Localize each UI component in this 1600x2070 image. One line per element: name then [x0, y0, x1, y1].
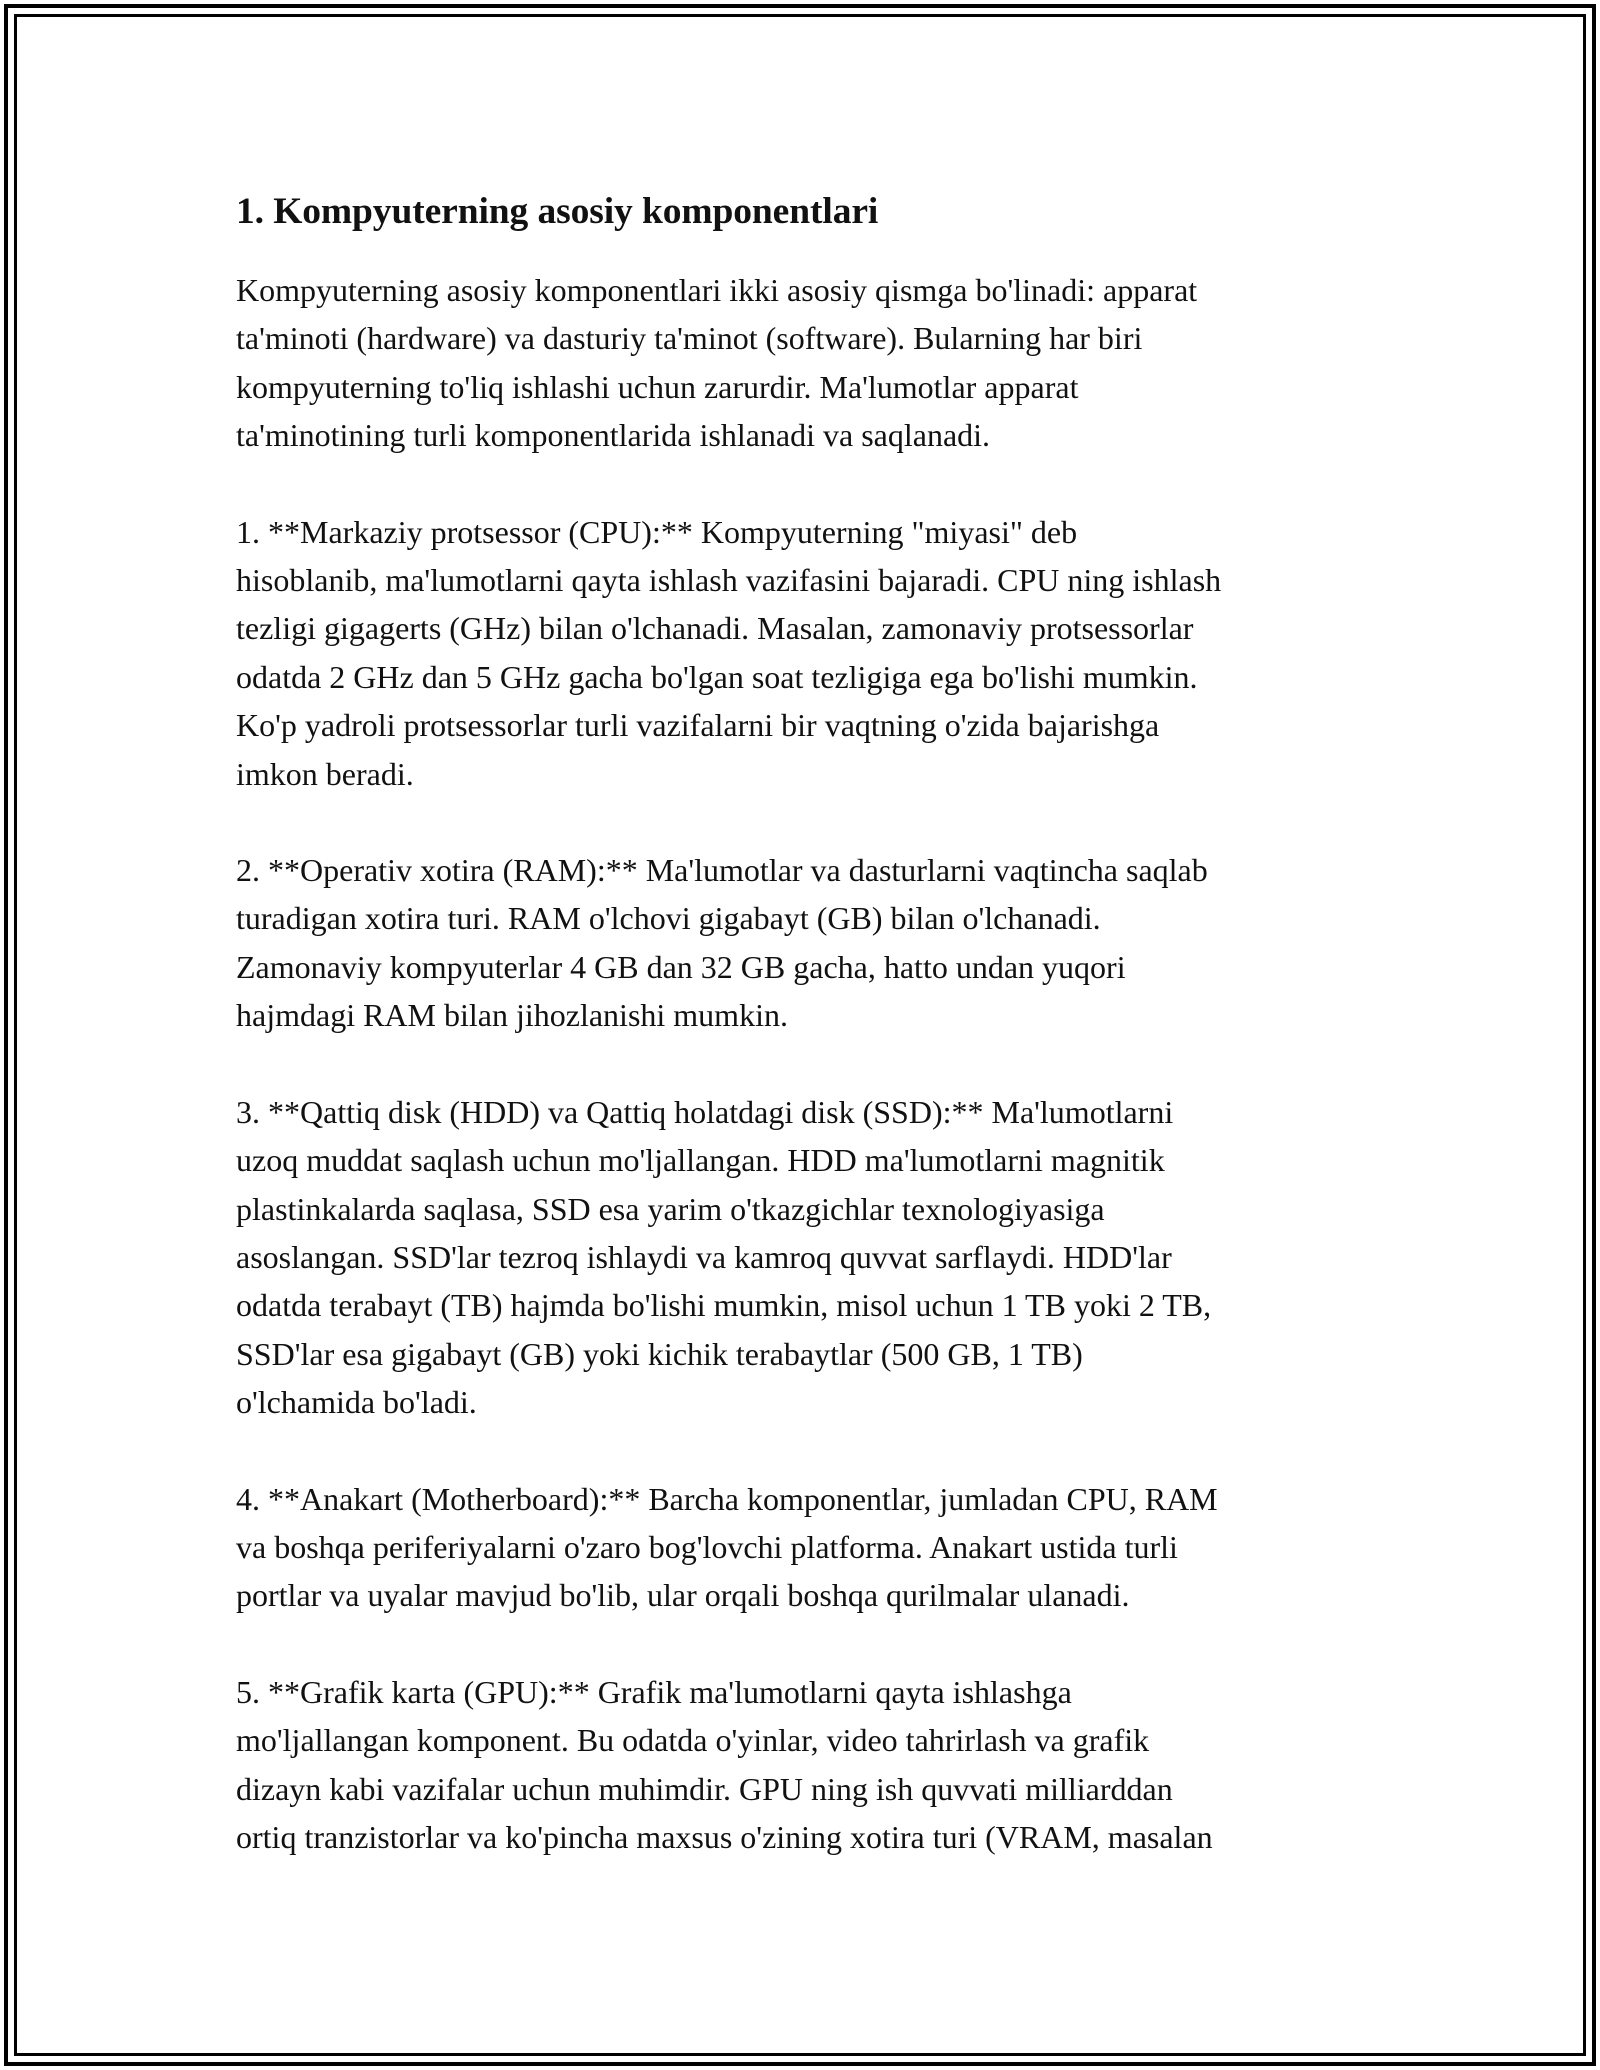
paragraph-line: kompyuterning to'liq ishlashi uchun zarurdir. Ma'lumotlar apparat [236, 368, 1079, 405]
intro-paragraph [236, 266, 1386, 460]
paragraph-line: 2. **Operativ xotira (RAM):** Ma'lumotlar va dasturlarni vaqtincha saqlab [236, 852, 1208, 889]
paragraph-line: Ko'p yadroli protsessorlar turli vazifalarni bir vaqtning o'zida bajarishga [236, 707, 1160, 744]
paragraph-line: 1. **Markaziy protsessor (CPU):** Kompyuterning "miyasi" deb [236, 513, 1078, 550]
paragraph-line: o'lchamida bo'ladi. [236, 1384, 477, 1421]
paragraph-line: 5. **Grafik karta (GPU):** Grafik ma'lumotlarni qayta ishlashga [236, 1673, 1072, 1710]
paragraph-line: imkon beradi. [236, 755, 414, 792]
ram-paragraph [236, 846, 1386, 1040]
paragraph-line: dizayn kabi vazifalar uchun muhimdir. GPU ning ish quvvati milliarddan [236, 1770, 1173, 1807]
gpu-paragraph [236, 1668, 1386, 1862]
document-body [236, 186, 1386, 1909]
paragraph-line: Zamonaviy kompyuterlar 4 GB dan 32 GB gacha, hatto undan yuqori [236, 948, 1126, 985]
paragraph-line: asoslangan. SSD'lar tezroq ishlaydi va kamroq quvvat sarflaydi. HDD'lar [236, 1238, 1172, 1275]
paragraph-line: mo'ljallangan komponent. Bu odatda o'yinlar, video tahrirlash va grafik [236, 1722, 1150, 1759]
paragraph-line: ortiq tranzistorlar va ko'pincha maxsus o'zining xotira turi (VRAM, masalan [236, 1818, 1213, 1855]
paragraph-line: Kompyuterning asosiy komponentlari ikki asosiy qismga bo'linadi: apparat [236, 272, 1198, 308]
motherboard-paragraph [236, 1475, 1386, 1620]
paragraph-line: odatda 2 GHz dan 5 GHz gacha bo'lgan soat tezligiga ega bo'lishi mumkin. [236, 658, 1198, 695]
document-title: 1. Kompyuterning asosiy komponentlari [236, 191, 879, 232]
cpu-paragraph [236, 508, 1386, 798]
paragraph-line: ta'minoti (hardware) va dasturiy ta'minot (software). Bularning har biri [236, 320, 1143, 357]
paragraph-line: uzoq muddat saqlash uchun mo'ljallangan. HDD ma'lumotlarni magnitik [236, 1142, 1165, 1179]
paragraph-line: hajmdagi RAM bilan jihozlanishi mumkin. [236, 997, 788, 1034]
paragraph-line: SSD'lar esa gigabayt (GB) yoki kichik terabaytlar (500 GB, 1 TB) [236, 1335, 1083, 1372]
paragraph-line: ta'minotining turli komponentlarida ishlanadi va saqlanadi. [236, 417, 991, 454]
paragraph-line: tezligi gigagerts (GHz) bilan o'lchanadi. Masalan, zamonaviy protsessorlar [236, 610, 1194, 647]
paragraph-line: turadigan xotira turi. RAM o'lchovi gigabayt (GB) bilan o'lchanadi. [236, 900, 1101, 937]
paragraph-line: 3. **Qattiq disk (HDD) va Qattiq holatdagi disk (SSD):** Ma'lumotlarni [236, 1093, 1174, 1130]
paragraph-line: 4. **Anakart (Motherboard):** Barcha komponentlar, jumladan CPU, RAM [236, 1480, 1218, 1517]
paragraph-line: portlar va uyalar mavjud bo'lib, ular orqali boshqa qurilmalar ulanadi. [236, 1577, 1130, 1614]
storage-paragraph [236, 1088, 1386, 1427]
paragraph-line: va boshqa periferiyalarni o'zaro bog'lovchi platforma. Anakart ustida turli [236, 1528, 1178, 1565]
paragraph-line: odatda terabayt (TB) hajmda bo'lishi mumkin, misol uchun 1 TB yoki 2 TB, [236, 1287, 1212, 1324]
paragraph-line: plastinkalarda saqlasa, SSD esa yarim o'tkazgichlar texnologiyasiga [236, 1190, 1105, 1227]
paragraph-line: hisoblanib, ma'lumotlarni qayta ishlash vazifasini bajaradi. CPU ning ishlash [236, 562, 1222, 599]
